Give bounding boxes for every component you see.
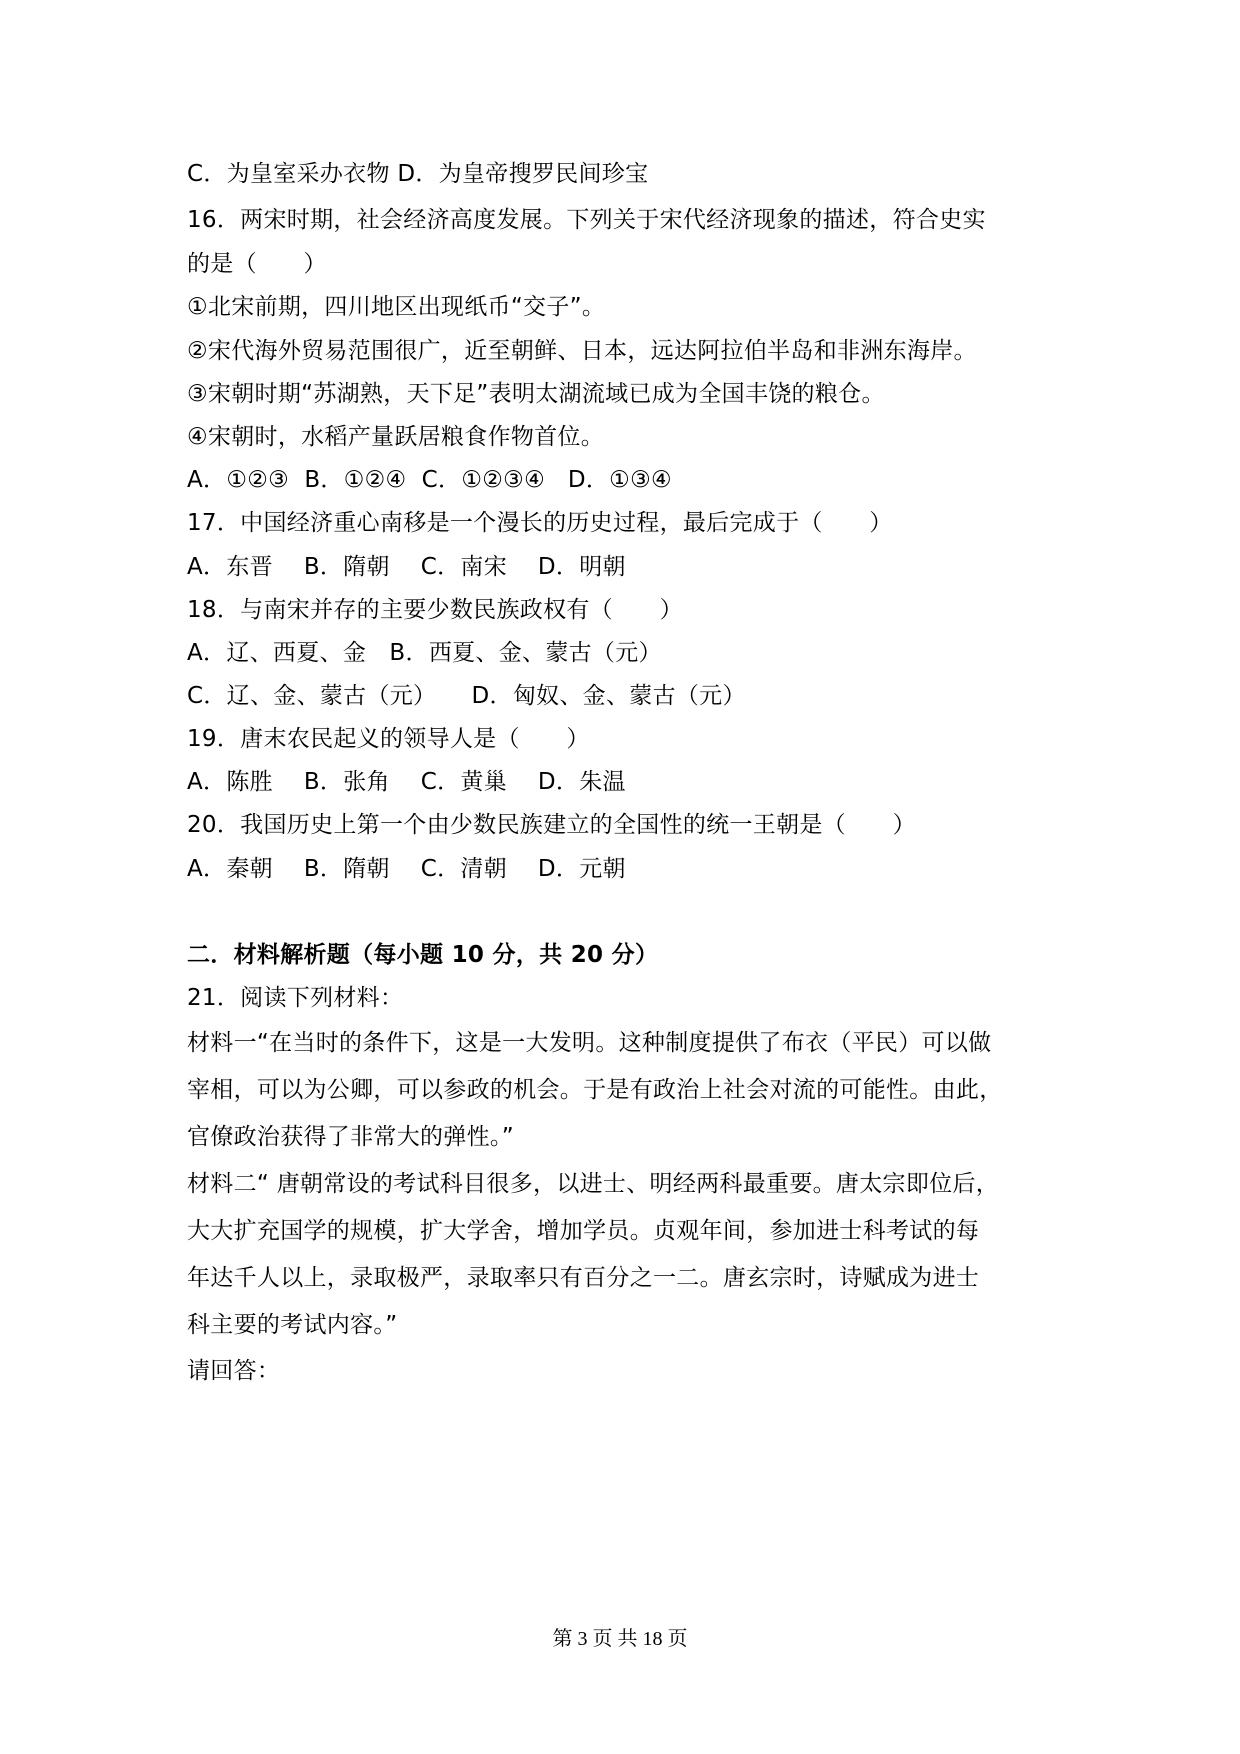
q16-stem-line-1: 16．两宋时期，社会经济高度发展。下列关于宋代经济现象的描述，符合史实 — [187, 207, 986, 233]
q19-stem: 19．唐末农民起义的领导人是（ ） — [187, 726, 590, 752]
q20-options: A．秦朝 B．隋朝 C．清朝 D．元朝 — [187, 856, 626, 882]
q16-options: A．①②③ B．①②④ C．①②③④ D．①③④ — [187, 467, 672, 493]
material-1-line-3: 官僚政治获得了非常大的弹性。” — [187, 1124, 514, 1150]
page-number-footer: 第 3 页 共 18 页 — [552, 1628, 688, 1650]
q16-item-3: ③宋朝时期“苏湖熟，天下足”表明太湖流域已成为全国丰饶的粮仓。 — [187, 381, 885, 407]
material-2-line-3: 年达千人以上，录取极严，录取率只有百分之一二。唐玄宗时，诗赋成为进士 — [187, 1265, 980, 1291]
material-2-line-4: 科主要的考试内容。” — [187, 1312, 398, 1338]
q17-options: A．东晋 B．隋朝 C．南宋 D．明朝 — [187, 554, 626, 580]
q16-item-1: ①北宋前期，四川地区出现纸币“交子”。 — [187, 294, 606, 320]
q20-stem: 20．我国历史上第一个由少数民族建立的全国性的统一王朝是（ ） — [187, 812, 916, 838]
q21-prompt: 请回答： — [187, 1358, 281, 1384]
material-1-line-1: 材料一“在当时的条件下，这是一大发明。这种制度提供了布衣（平民）可以做 — [187, 1030, 992, 1056]
q18-options-ab: A．辽、西夏、金 B．西夏、金、蒙古（元） — [187, 640, 662, 666]
section-2-heading: 二．材料解析题（每小题 10 分，共 20 分） — [187, 942, 659, 968]
material-2-line-2: 大大扩充国学的规模，扩大学舍，增加学员。贞观年间，参加进士科考试的每 — [187, 1218, 980, 1244]
q21-stem: 21．阅读下列材料： — [187, 985, 404, 1011]
q18-options-cd: C．辽、金、蒙古（元） D．匈奴、金、蒙古（元） — [187, 683, 746, 709]
q16-item-2: ②宋代海外贸易范围很广，近至朝鲜、日本，远达阿拉伯半岛和非洲东海岸。 — [187, 338, 977, 364]
q19-options: A．陈胜 B．张角 C．黄巢 D．朱温 — [187, 769, 626, 795]
q16-item-4: ④宋朝时，水稻产量跃居粮食作物首位。 — [187, 424, 605, 450]
q15-options-cd: C．为皇室采办衣物 D．为皇帝搜罗民间珍宝 — [187, 161, 649, 187]
q16-stem-line-2: 的是（ ） — [187, 251, 327, 277]
material-1-line-2: 宰相，可以为公卿，可以参政的机会。于是有政治上社会对流的可能性。由此， — [187, 1077, 1003, 1103]
q18-stem: 18．与南宋并存的主要少数民族政权有（ ） — [187, 597, 683, 623]
material-2-line-1: 材料二“ 唐朝常设的考试科目很多，以进士、明经两科最重要。唐太宗即位后， — [187, 1171, 1000, 1197]
q17-stem: 17．中国经济重心南移是一个漫长的历史过程，最后完成于（ ） — [187, 510, 893, 536]
